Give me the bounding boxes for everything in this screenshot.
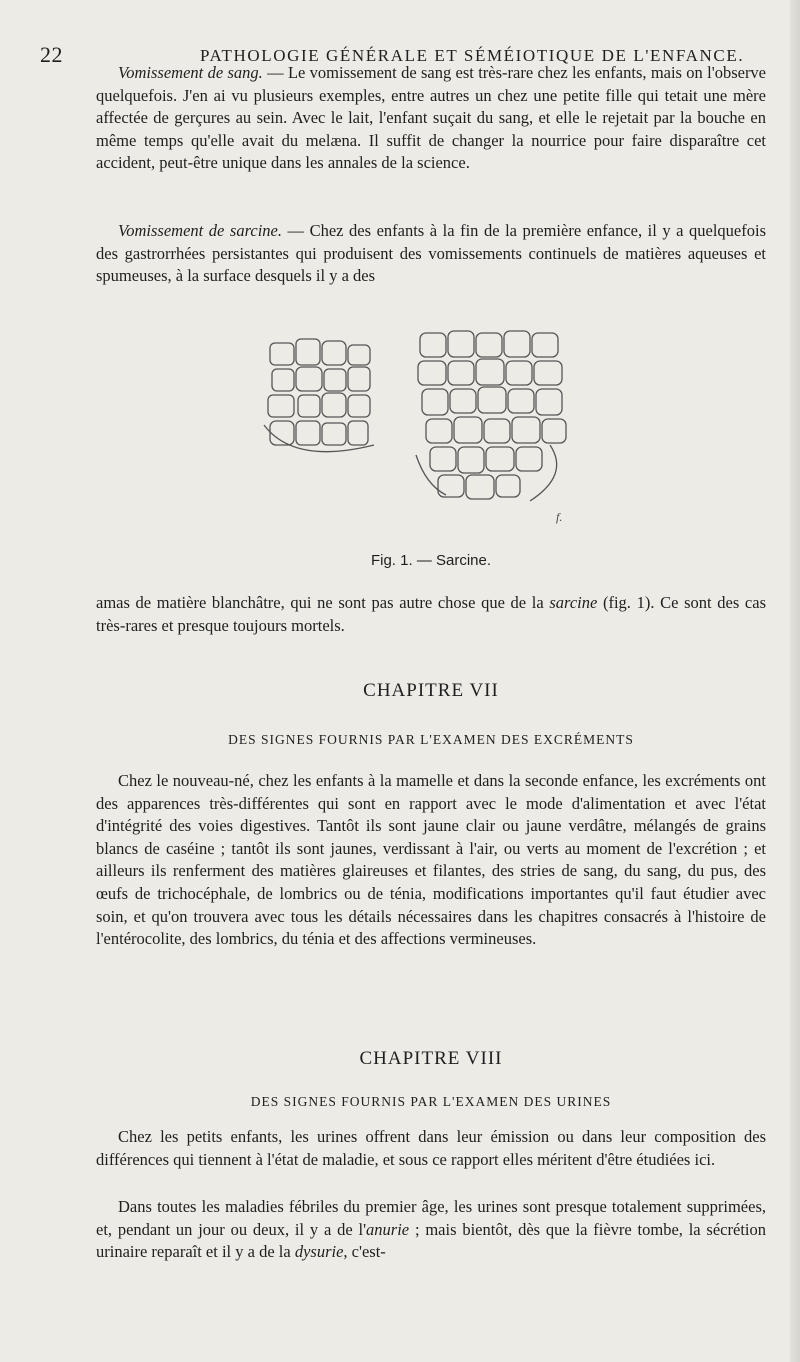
chapter-7-text: Chez le nouveau-né, chez les enfants à la mamelle et dans la seconde enfance, les excréments ont des apparences très-différentes qui sont en rapport avec le mode d'alimentation et avec l'état d'intégrité des voies digestives. Tantôt ils sont jaune clair ou jaune verdâtre, mélangés de grains blancs de caséine ; tantôt ils sont jaunes, verdissant à l'air, ou verts au moment de l'excrétion ; et ailleurs ils renferment des matières glaireuses et filantes, des stries de sang, du sang, du pus, des œufs de trichocéphale, de lombrics ou de ténia, modifications importantes qu'il faut étudier avec soin, et qu'on trouvera avec tous les détails nécessaires dans les chapitres consacrés à l'histoire de l'entérocolite, des lombrics, du ténia et des affections vermineuses.: [96, 771, 766, 949]
running-head: PATHOLOGIE GÉNÉRALE ET SÉMÉIOTIQUE DE L'ENFANCE.: [200, 46, 745, 65]
chapter-8-subtitle: DES SIGNES FOURNIS PAR L'EXAMEN DES URINES: [250, 1094, 612, 1109]
continuation-text-before: amas de matière blanchâtre, qui ne sont pas autre chose que de la: [96, 593, 550, 612]
chapter-8-para1: Chez les petits enfants, les urines offrent dans leur émission ou dans leur composition des différences qui tiennent à l'état de maladie, et sous ce rapport elles méritent d'être étudiées ici.: [96, 1127, 766, 1169]
chapter-7-subtitle: DES SIGNES FOURNIS PAR L'EXAMEN DES EXCRÉMENTS: [228, 732, 634, 747]
italic-anurie: anurie: [366, 1219, 410, 1239]
page-number: 22: [40, 42, 63, 67]
chapter-8-title: CHAPITRE VIII: [359, 1048, 503, 1069]
left-cell-cluster: [264, 339, 374, 452]
chapter-8-para2-before: Dans toutes les maladies fébriles du premier âge, les urines sont presque totalement supprimées, et, pendant un jour ou deux, il y a de l': [96, 1197, 766, 1239]
italic-dysurie: dysurie: [294, 1242, 344, 1262]
section-text-sarcine: — Chez des enfants à la fin de la première enfance, il y a quelquefois des gastrorrhées persistantes qui produisent des vomissements continuels de matières aqueuses et spumeuses, à la surface desquels il y a des: [96, 221, 766, 286]
continuation-text-after: (fig. 1). Ce sont des cas très-rares et presque toujours mortels.: [96, 593, 766, 635]
figure-mark: f.: [556, 510, 563, 524]
paragraph-urines-1: [96, 1126, 766, 1171]
chapter-8-para2-mid: ; mais bientôt, dès que la fièvre tombe, la sécrétion urinaire reparaît et il y a de la: [96, 1219, 766, 1262]
right-cell-cluster: [416, 331, 566, 501]
chapter-8-para2-after: , c'est-: [343, 1242, 386, 1262]
continuation-italic-sarcine: sarcine: [549, 593, 598, 612]
paragraph-excrements: [96, 770, 766, 951]
paragraph-vomissement-sang: [96, 62, 766, 175]
sarcine-illustration: [250, 325, 620, 530]
paragraph-sarcine-continuation: [96, 592, 766, 637]
page-edge-shadow: [790, 0, 800, 1362]
paragraph-urines-2: [96, 1196, 766, 1264]
section-title-sang: Vomissement de sang.: [118, 63, 263, 82]
section-title-sarcine: Vomissement de sarcine.: [118, 221, 282, 240]
figure-caption: Fig. 1. — Sarcine.: [370, 552, 492, 569]
chapter-7-title: CHAPITRE VII: [363, 680, 499, 701]
paragraph-vomissement-sarcine: [96, 220, 766, 288]
section-text-sang: — Le vomissement de sang est très-rare chez les enfants, mais on l'observe quelquefois. J'en ai vu plusieurs exemples, entre autres un chez une petite fille qui tetait une mère affectée de gerçures au sein. Avec le lait, l'enfant suçait du sang, et elle le rejetait par la bouche en même temps qu'elle avait du melæna. Il suffit de changer la nourrice pour faire disparaître cet accident, peut-être unique dans les annales de la science.: [96, 63, 767, 173]
